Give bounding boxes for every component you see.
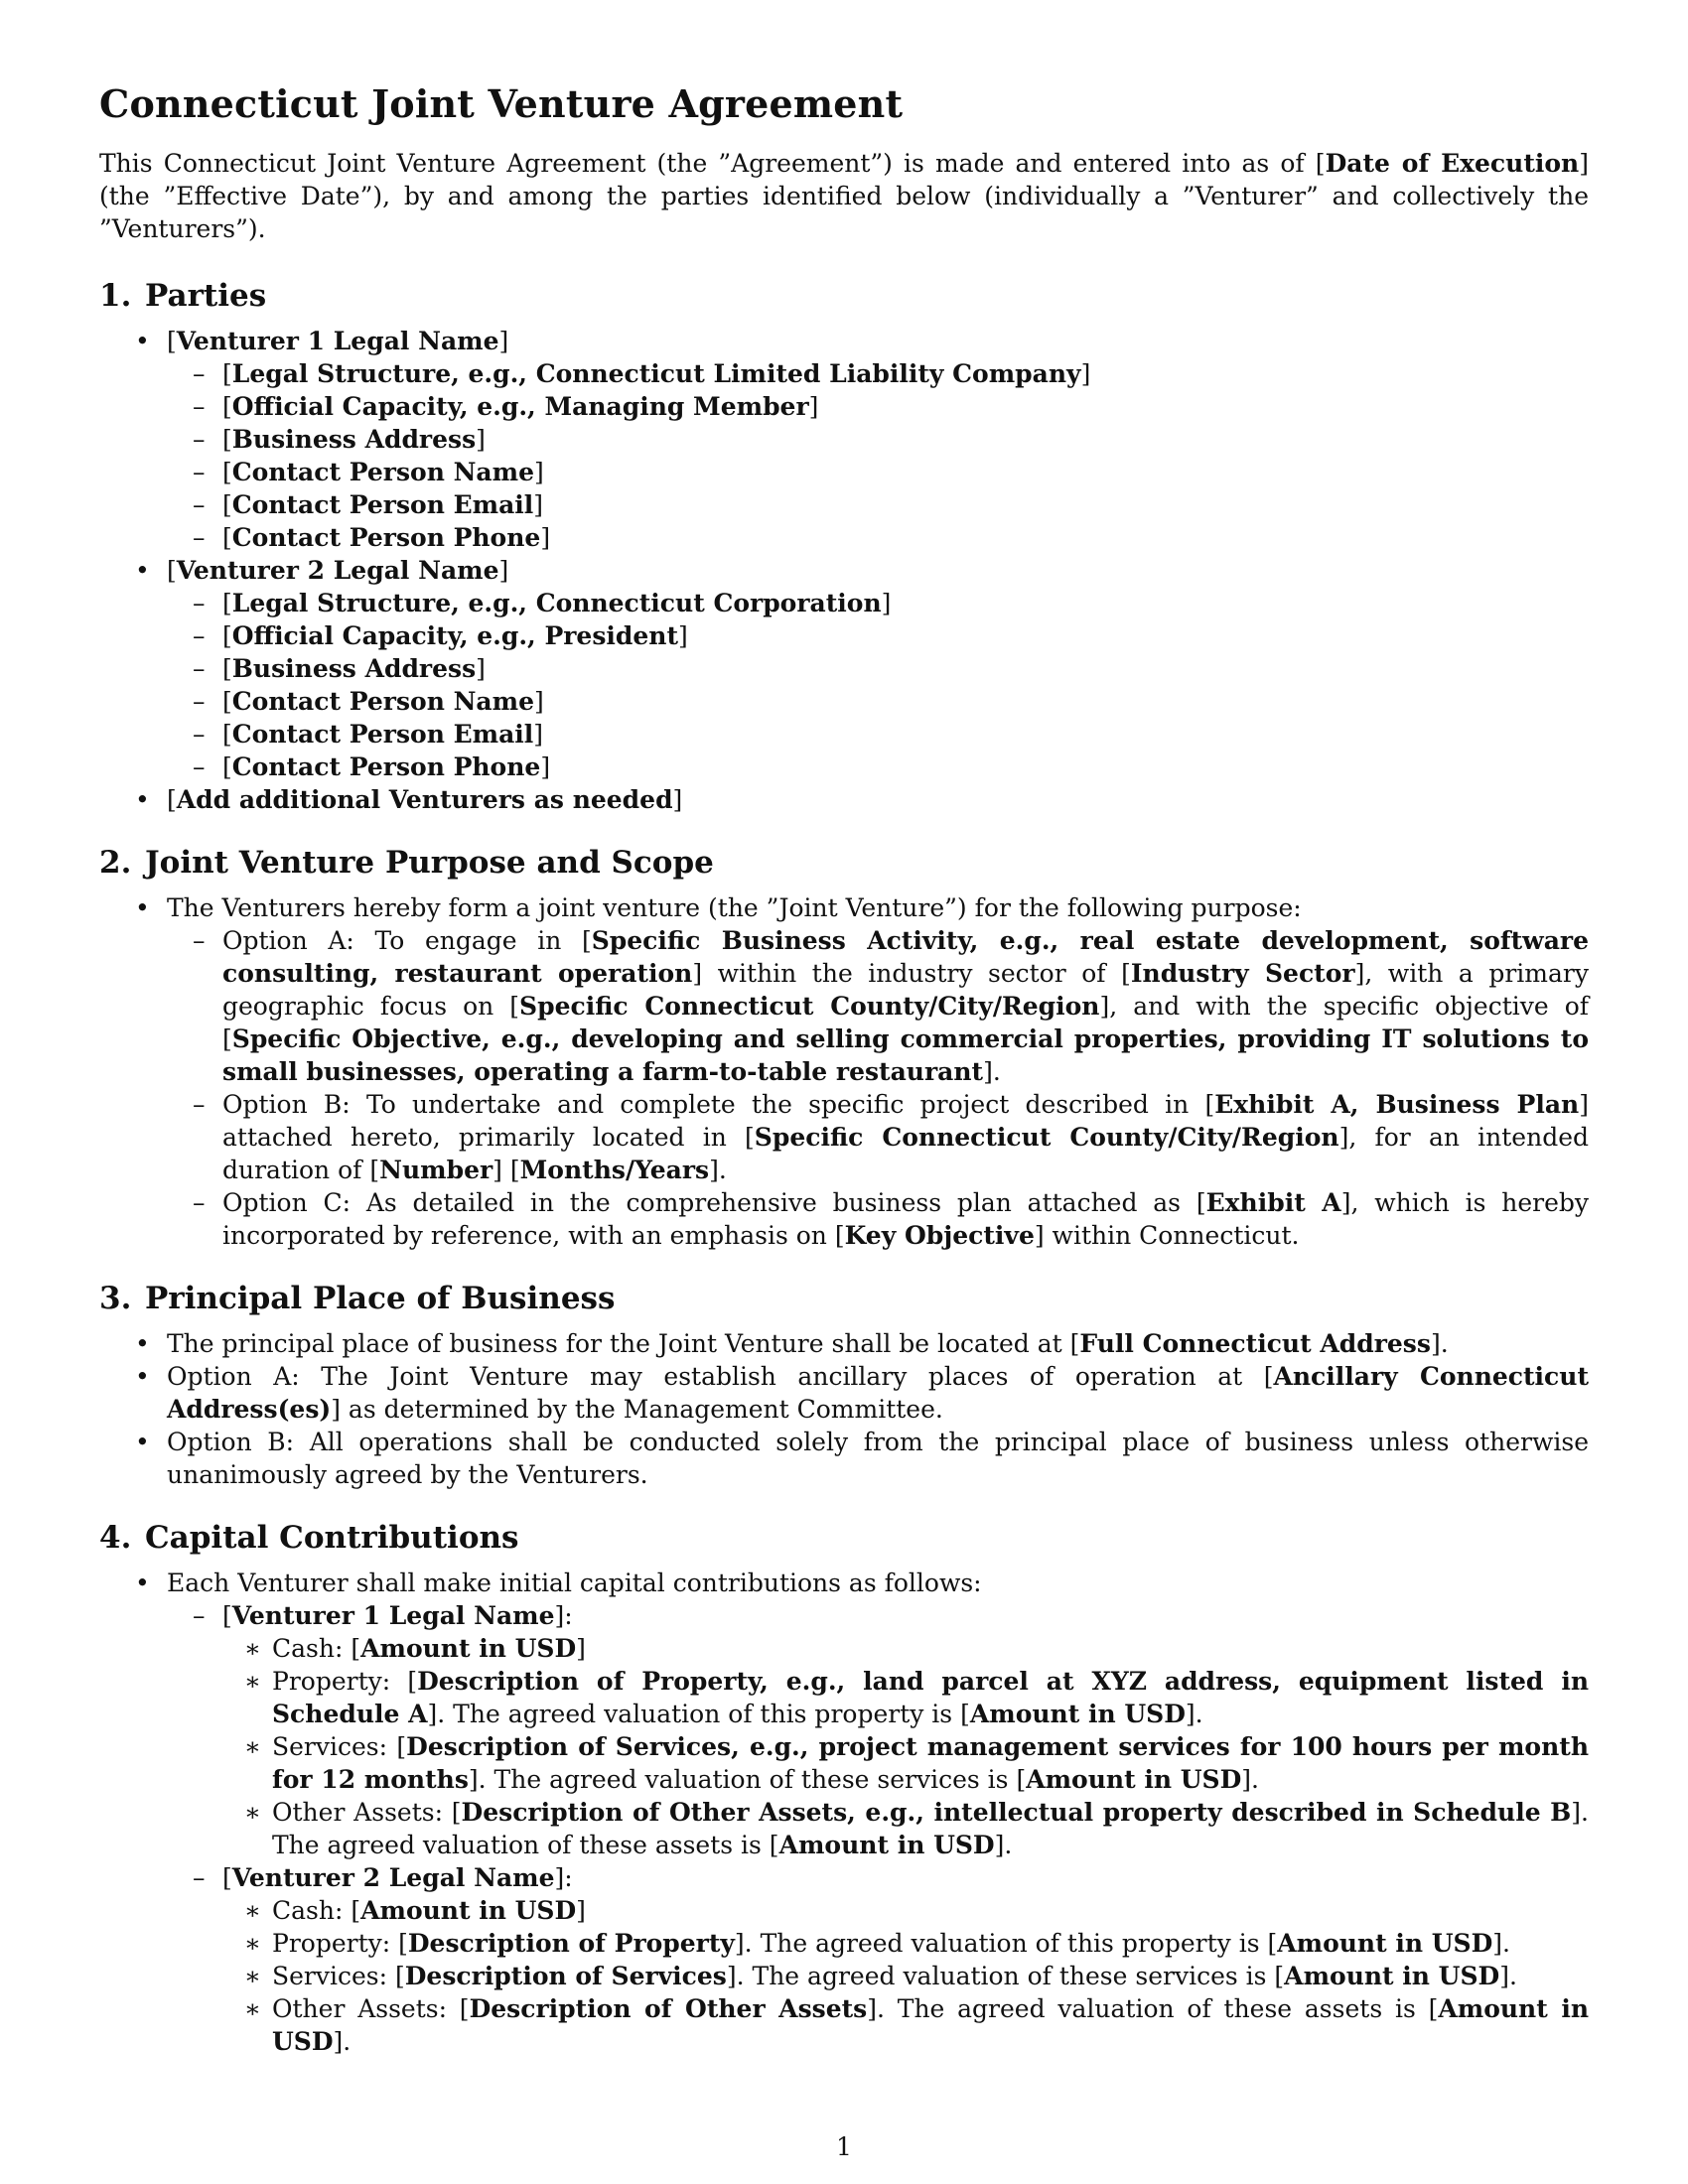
list-item: – [Contact Person Name] bbox=[161, 456, 1589, 488]
section-heading: 2. Joint Venture Purpose and Scope bbox=[99, 845, 714, 881]
page-number: 1 bbox=[836, 2132, 852, 2161]
list-item: ∗ Services: [Description of Services, e.g., project management services for 100 hours per month for 12 months]. The agreed valuation of these services is [Amount in USD]. bbox=[214, 1730, 1589, 1796]
list-item: – [Business Address] bbox=[161, 423, 1589, 456]
list-item: – [Legal Structure, e.g., Connecticut Limited Liability Company] bbox=[161, 357, 1589, 390]
list-item: • Each Venturer shall make initial capital contributions as follows: – [Venturer 1 Legal Name]: ∗ Cash: [Amount in USD] ∗ Property: [Description of Property, e.g., land parcel at XYZ address, equipment listed in Schedule A]. The agreed valuation of this property is [Amount in USD]. ∗ Services: [Description of Services, e.g., project management services for 100 hours per month for 12 months]. The agreed valuation of these services is [Amount in USD]. ∗ Other Assets: [Description of Other Assets, e.g., intellectual property described in Schedule B]. The agreed valuation of these assets is [Amount in USD]. – [Venturer 2 Legal Name]: ∗ Cash: [Amount in USD] ∗ Property: [Description of Property]. The agreed valuation of this property is [Amount in USD]. ∗ Services: [Description of Services]. The agreed valuation of these services is [Amount in USD]. ∗ Other Assets: [Description of Other Assets]. The agreed valuation of these assets is [Amount in USD]. bbox=[99, 1567, 1589, 2058]
list-item: – [Contact Person Phone] bbox=[161, 521, 1589, 554]
list-item: – [Legal Structure, e.g., Connecticut Corporation] bbox=[161, 587, 1589, 619]
option-c: – Option C: As detailed in the comprehensive business plan attached as [Exhibit A], which is hereby incorporated by reference, with an emphasis on [Key Objective] within Connecticut. bbox=[161, 1186, 1589, 1252]
list-item: – [Contact Person Phone] bbox=[161, 751, 1589, 783]
list-item: – [Contact Person Name] bbox=[161, 685, 1589, 718]
list-item: – [Official Capacity, e.g., President] bbox=[161, 619, 1589, 652]
option-a: – Option A: To engage in [Specific Business Activity, e.g., real estate development, software consulting, restaurant operation] within the industry sector of [Industry Sector], with a primary geographic focus on [Specific Connecticut County/City/Region], and with the specific objective of [Specific Objective, e.g., developing and selling commercial properties, providing IT solutions to small businesses, operating a farm-to-table restaurant]. bbox=[161, 924, 1589, 1088]
intro-paragraph: This Connecticut Joint Venture Agreement (the ”Agreement”) is made and entered into as of [Date of Execution] (the ”Effective Date”), by and among the parties identified below (individually a ”Venturer” and collectively the ”Venturers”). bbox=[99, 149, 1589, 243]
section-capital-contributions bbox=[99, 1519, 1589, 2058]
list-item: • Option B: All operations shall be conducted solely from the principal place of business unless otherwise unanimously agreed by the Venturers. bbox=[99, 1426, 1589, 1491]
document-title: Connecticut Joint Venture Agreement bbox=[99, 81, 904, 126]
option-b: – Option B: To undertake and complete the specific project described in [Exhibit A, Business Plan] attached hereto, primarily located in [Specific Connecticut County/City/Region], for an intended duration of [Number] [Months/Years]. bbox=[161, 1088, 1589, 1186]
list-item: ∗ Property: [Description of Property, e.g., land parcel at XYZ address, equipment listed in Schedule A]. The agreed valuation of this property is [Amount in USD]. bbox=[214, 1665, 1589, 1730]
venturer-2-details bbox=[161, 587, 1589, 783]
list-item: ∗ Property: [Description of Property]. The agreed valuation of this property is [Amount in USD]. bbox=[214, 1927, 1589, 1960]
venturer-2-contributions: – [Venturer 2 Legal Name]: ∗ Cash: [Amount in USD] ∗ Property: [Description of Property]. The agreed valuation of this property is [Amount in USD]. ∗ Services: [Description of Services]. The agreed valuation of these services is [Amount in USD]. ∗ Other Assets: [Description of Other Assets]. The agreed valuation of these assets is [Amount in USD]. bbox=[161, 1861, 1589, 2058]
parties-list bbox=[99, 325, 1589, 816]
section-principal-place bbox=[99, 1280, 1589, 1491]
list-item: ∗ Cash: [Amount in USD] bbox=[214, 1632, 1589, 1665]
purpose-options bbox=[161, 924, 1589, 1252]
list-item: – [Contact Person Email] bbox=[161, 488, 1589, 521]
list-item: • [Add additional Venturers as needed] bbox=[99, 783, 1589, 816]
list-item: ∗ Services: [Description of Services]. The agreed valuation of these services is [Amount in USD]. bbox=[214, 1960, 1589, 1992]
list-item: ∗ Other Assets: [Description of Other Assets, e.g., intellectual property described in Schedule B]. The agreed valuation of these assets is [Amount in USD]. bbox=[214, 1796, 1589, 1861]
list-item: • [Venturer 1 Legal Name] – [Legal Structure, e.g., Connecticut Limited Liability Company] – [Official Capacity, e.g., Managing Member] – [Business Address] – [Contact Person Name] – [Contact Person Email] – [Contact Person Phone] bbox=[99, 325, 1589, 554]
placeholder-date-of-execution: Date of Execution bbox=[1325, 149, 1580, 178]
section-purpose-scope bbox=[99, 844, 1589, 1252]
section-heading: 1. Parties bbox=[99, 278, 267, 314]
venturer-1-details bbox=[161, 357, 1589, 554]
document-page bbox=[99, 81, 1589, 2086]
section-heading: 4. Capital Contributions bbox=[99, 1520, 519, 1556]
list-item: • The principal place of business for the Joint Venture shall be located at [Full Connecticut Address]. bbox=[99, 1327, 1589, 1360]
list-item: – [Official Capacity, e.g., Managing Member] bbox=[161, 390, 1589, 423]
list-item: • The Venturers hereby form a joint venture (the ”Joint Venture”) for the following purpose: – Option A: To engage in [Specific Business Activity, e.g., real estate development, software consulting, restaurant operation] within the industry sector of [Industry Sector], with a primary geographic focus on [Specific Connecticut County/City/Region], and with the specific objective of [Specific Objective, e.g., developing and selling commercial properties, providing IT solutions to small businesses, operating a farm-to-table restaurant]. – Option B: To undertake and complete the specific project described in [Exhibit A, Business Plan] attached hereto, primarily located in [Specific Connecticut County/City/Region], for an intended duration of [Number] [Months/Years]. – Option C: As detailed in the comprehensive business plan attached as [Exhibit A], which is hereby incorporated by reference, with an emphasis on [Key Objective] within Connecticut. bbox=[99, 891, 1589, 1252]
list-item: ∗ Other Assets: [Description of Other Assets]. The agreed valuation of these assets is [Amount in USD]. bbox=[214, 1992, 1589, 2058]
list-item: ∗ Cash: [Amount in USD] bbox=[214, 1894, 1589, 1927]
section-heading: 3. Principal Place of Business bbox=[99, 1281, 616, 1316]
list-item: – [Contact Person Email] bbox=[161, 718, 1589, 751]
list-item: • Option A: The Joint Venture may establish ancillary places of operation at [Ancillary Connecticut Address(es)] as determined by the Management Committee. bbox=[99, 1360, 1589, 1426]
venturer-1-contributions: – [Venturer 1 Legal Name]: ∗ Cash: [Amount in USD] ∗ Property: [Description of Property, e.g., land parcel at XYZ address, equipment listed in Schedule A]. The agreed valuation of this property is [Amount in USD]. ∗ Services: [Description of Services, e.g., project management services for 100 hours per month for 12 months]. The agreed valuation of these services is [Amount in USD]. ∗ Other Assets: [Description of Other Assets, e.g., intellectual property described in Schedule B]. The agreed valuation of these assets is [Amount in USD]. bbox=[161, 1599, 1589, 1861]
list-item: – [Business Address] bbox=[161, 652, 1589, 685]
section-parties bbox=[99, 277, 1589, 816]
list-item: • [Venturer 2 Legal Name] – [Legal Structure, e.g., Connecticut Corporation] – [Official Capacity, e.g., President] – [Business Address] – [Contact Person Name] – [Contact Person Email] – [Contact Person Phone] bbox=[99, 554, 1589, 783]
